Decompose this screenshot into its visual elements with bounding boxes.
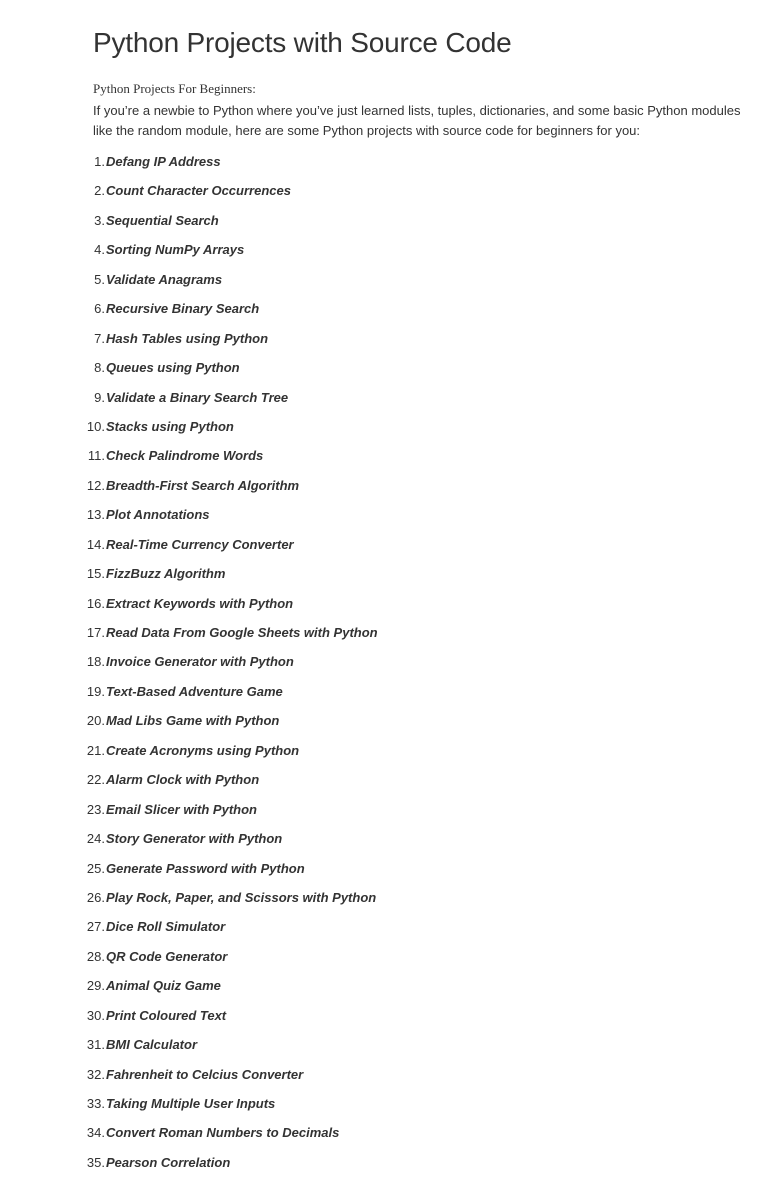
list-item	[93, 299, 761, 328]
project-link[interactable]: Stacks using Python	[106, 418, 234, 434]
list-item-number: 8.	[94, 360, 105, 376]
list-item	[86, 564, 761, 593]
project-link[interactable]: Convert Roman Numbers to Decimals	[106, 1125, 340, 1141]
project-link[interactable]: Story Generator with Python	[106, 831, 283, 847]
project-link[interactable]: Hash Tables using Python	[106, 330, 269, 346]
list-item-number: 23.	[86, 801, 105, 817]
page-title: Python Projects with Source Code	[93, 27, 512, 58]
project-link[interactable]: Sorting NumPy Arrays	[106, 242, 245, 258]
list-item	[93, 329, 761, 358]
project-link[interactable]: Recursive Binary Search	[106, 301, 260, 317]
list-item-number: 20.	[86, 713, 105, 729]
list-item	[93, 240, 761, 269]
list-item	[86, 1123, 761, 1152]
project-link[interactable]: Mad Libs Game with Python	[106, 713, 280, 729]
list-item-number: 27.	[86, 919, 105, 935]
list-item-number: 26.	[86, 889, 105, 905]
list-item-number: 22.	[86, 772, 105, 788]
project-link[interactable]: Create Acronyms using Python	[106, 742, 300, 758]
list-item	[86, 476, 761, 505]
project-link[interactable]: Pearson Correlation	[106, 1154, 231, 1170]
project-link[interactable]: Animal Quiz Game	[106, 978, 221, 994]
project-link[interactable]: FizzBuzz Algorithm	[106, 566, 226, 582]
project-link[interactable]: Fahrenheit to Celcius Converter	[106, 1066, 304, 1082]
project-link[interactable]: BMI Calculator	[106, 1037, 198, 1053]
list-item-number: 21.	[86, 742, 105, 758]
project-link[interactable]: Extract Keywords with Python	[106, 595, 294, 611]
project-link[interactable]: Text-Based Adventure Game	[106, 683, 283, 699]
list-item	[86, 711, 761, 740]
list-item-number: 10.	[86, 418, 105, 434]
list-item-number: 12.	[86, 477, 105, 493]
list-item-number: 14.	[86, 536, 105, 552]
list-item-number: 1.	[94, 154, 105, 169]
section-subheading: Python Projects For Beginners:	[93, 81, 256, 96]
list-item-number: 2.	[94, 183, 105, 199]
list-item	[93, 152, 761, 181]
list-item	[86, 1153, 761, 1182]
list-item	[87, 446, 761, 475]
project-link[interactable]: Validate Anagrams	[106, 271, 223, 287]
project-link[interactable]: Print Coloured Text	[106, 1007, 227, 1023]
list-item	[86, 417, 761, 446]
list-item	[93, 270, 761, 299]
list-item	[93, 358, 761, 387]
list-item	[86, 1065, 761, 1094]
list-item-number: 6.	[94, 301, 105, 317]
list-item	[86, 976, 761, 1005]
list-item-number: 3.	[94, 212, 105, 228]
list-item-number: 34.	[86, 1125, 105, 1141]
list-item	[86, 652, 761, 681]
list-item-number: 19.	[86, 683, 105, 699]
list-item	[86, 1006, 761, 1035]
project-link[interactable]: Count Character Occurrences	[106, 183, 291, 199]
project-list	[86, 152, 761, 1182]
list-item-number: 33.	[86, 1096, 105, 1111]
list-item	[86, 917, 761, 946]
list-item-number: 28.	[86, 948, 105, 964]
list-item	[93, 181, 761, 210]
list-item	[86, 682, 761, 711]
project-link[interactable]: Validate a Binary Search Tree	[106, 389, 289, 405]
article	[86, 0, 761, 1182]
project-link[interactable]: Check Palindrome Words	[106, 448, 264, 464]
list-item-number: 17.	[86, 625, 105, 640]
project-link[interactable]: Queues using Python	[106, 360, 240, 376]
project-link[interactable]: Defang IP Address	[106, 154, 221, 169]
project-link[interactable]: Play Rock, Paper, and Scissors with Python	[106, 889, 377, 905]
list-item	[86, 594, 761, 623]
project-link[interactable]: Real-Time Currency Converter	[106, 536, 294, 552]
list-item-number: 15.	[86, 566, 105, 582]
project-link[interactable]: Invoice Generator with Python	[106, 654, 294, 670]
list-item	[86, 947, 761, 976]
list-item-number: 4.	[94, 242, 105, 258]
project-link[interactable]: Taking Multiple User Inputs	[106, 1096, 276, 1111]
list-item	[86, 535, 761, 564]
list-item	[86, 741, 761, 770]
project-link[interactable]: Dice Roll Simulator	[106, 919, 226, 935]
list-item	[93, 388, 761, 417]
list-item-number: 32.	[86, 1066, 105, 1082]
list-item-number: 11.	[87, 448, 105, 464]
project-link[interactable]: QR Code Generator	[106, 948, 228, 964]
project-link[interactable]: Plot Annotations	[106, 507, 210, 523]
project-link[interactable]: Email Slicer with Python	[106, 801, 257, 817]
list-item	[86, 1094, 761, 1123]
list-item	[93, 211, 761, 240]
list-item-number: 7.	[94, 330, 105, 346]
list-item-number: 25.	[86, 860, 105, 876]
list-item	[86, 829, 761, 858]
list-item-number: 18.	[86, 654, 105, 670]
list-item-number: 31.	[86, 1037, 105, 1053]
project-link[interactable]: Generate Password with Python	[106, 860, 305, 876]
project-link[interactable]: Breadth-First Search Algorithm	[106, 477, 300, 493]
intro-paragraph: If you’re a newbie to Python where you’ve just learned lists, tuples, dictionaries, and some basic Python modules like the random module, here are some Python projects with source code for beginners for you:	[93, 103, 741, 138]
list-item-number: 9.	[94, 389, 105, 405]
list-item	[86, 623, 761, 652]
list-item	[86, 800, 761, 829]
list-item	[86, 505, 761, 534]
list-item	[86, 859, 761, 888]
list-item	[86, 888, 761, 917]
project-link[interactable]: Alarm Clock with Python	[106, 772, 260, 788]
list-item	[86, 770, 761, 799]
list-item-number: 5.	[94, 271, 105, 287]
list-item	[86, 1035, 761, 1064]
list-item-number: 29.	[86, 978, 105, 994]
list-item-number: 24.	[86, 831, 105, 847]
project-link[interactable]: Read Data From Google Sheets with Python	[106, 625, 378, 640]
project-link[interactable]: Sequential Search	[106, 212, 219, 228]
list-item-number: 35.	[86, 1154, 105, 1170]
list-item-number: 16.	[86, 595, 105, 611]
list-item-number: 13.	[86, 507, 105, 523]
list-item-number: 30.	[86, 1007, 105, 1023]
